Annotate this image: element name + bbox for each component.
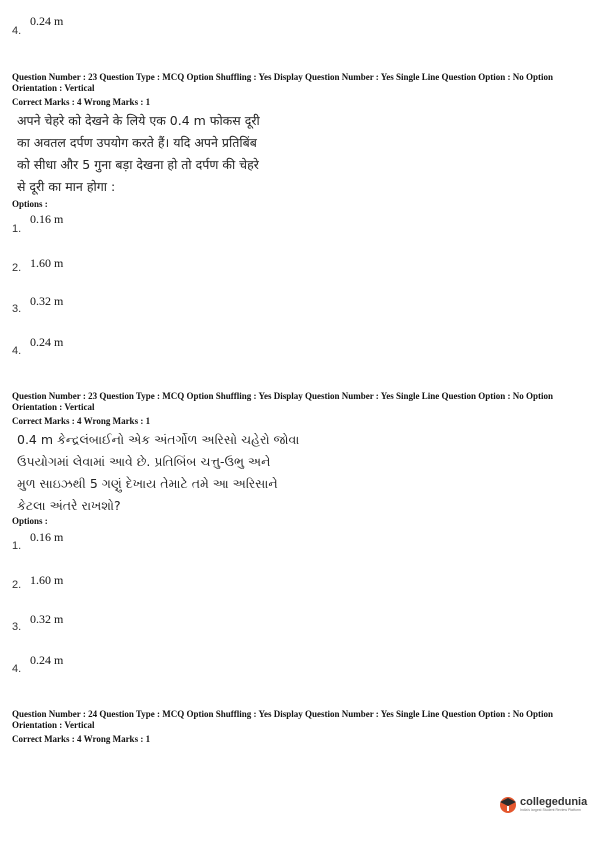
option-value: 0.24 m xyxy=(30,335,64,349)
option-value: 0.24 m xyxy=(30,653,64,667)
option-value: 1.60 m xyxy=(30,573,64,587)
option-value: 0.16 m xyxy=(30,212,64,226)
option-number: 2. xyxy=(12,262,22,274)
option-number: 4. xyxy=(12,25,22,37)
marks-line: Correct Marks : 4 Wrong Marks : 1 xyxy=(12,97,151,107)
option-value: 1.60 m xyxy=(30,256,64,270)
option-number: 4. xyxy=(12,663,22,675)
logo-name: collegedunia xyxy=(520,796,588,808)
question-header: Question Number : 23 Question Type : MCQ Option Shuffling : Yes Display Question Number : Yes Single Line Question Option : No Option Orientation : Vertical xyxy=(12,391,553,412)
options-label: Options : xyxy=(12,199,48,209)
question-line: કેટલા અંતરે રાખશો? xyxy=(17,498,121,513)
option-value: 0.24 m xyxy=(30,14,64,28)
option-value: 0.32 m xyxy=(30,612,64,626)
question-line: को सीधा और 5 गुना बड़ा देखना हो तो दर्पण की चेहरे xyxy=(17,157,259,172)
question-line: 0.4 m કેન્દ્રલંબાઈનો એક અંતર્ગોળ અરિસો ચહેરો જોવા xyxy=(17,432,300,447)
question-text xyxy=(17,110,260,198)
question-line: મુળ સાઇઝથી 5 ગણું દેખાય તેમાટે તમે આ અરિસાને xyxy=(17,476,278,491)
question-line: अपने चेहरे को देखने के लिये एक 0.4 m फोकस दूरी xyxy=(17,113,260,128)
option-number: 1. xyxy=(12,223,22,235)
option-value: 0.32 m xyxy=(30,294,64,308)
question-header: Question Number : 23 Question Type : MCQ Option Shuffling : Yes Display Question Number : Yes Single Line Question Option : No Option Orientation : Vertical xyxy=(12,72,553,93)
option-number: 4. xyxy=(12,345,22,357)
option-number: 3. xyxy=(12,303,22,315)
option-number: 2. xyxy=(12,579,22,591)
question-text xyxy=(17,429,299,517)
question-line: से दूरी का मान होगा : xyxy=(17,179,116,194)
option-number: 3. xyxy=(12,621,22,633)
marks-line: Correct Marks : 4 Wrong Marks : 1 xyxy=(12,734,151,744)
collegedunia-logo xyxy=(498,794,587,814)
option-number: 1. xyxy=(12,540,22,552)
option-value: 0.16 m xyxy=(30,530,64,544)
question-line: का अवतल दर्पण उपयोग करते हैं। यदि अपने प्रतिबिंब xyxy=(17,135,257,150)
graduate-cap-icon xyxy=(498,794,518,814)
question-header: Question Number : 24 Question Type : MCQ Option Shuffling : Yes Display Question Number : Yes Single Line Question Option : No Option Orientation : Vertical xyxy=(12,709,553,730)
marks-line: Correct Marks : 4 Wrong Marks : 1 xyxy=(12,416,151,426)
question-line: ઉપયોગમાં લેવામાં આવે છે. પ્રતિબિંબ ચત્તુ-ઉભુ અને xyxy=(17,454,271,469)
options-label: Options : xyxy=(12,516,48,526)
logo-tagline: India's largest Student Review Platform xyxy=(520,808,581,812)
